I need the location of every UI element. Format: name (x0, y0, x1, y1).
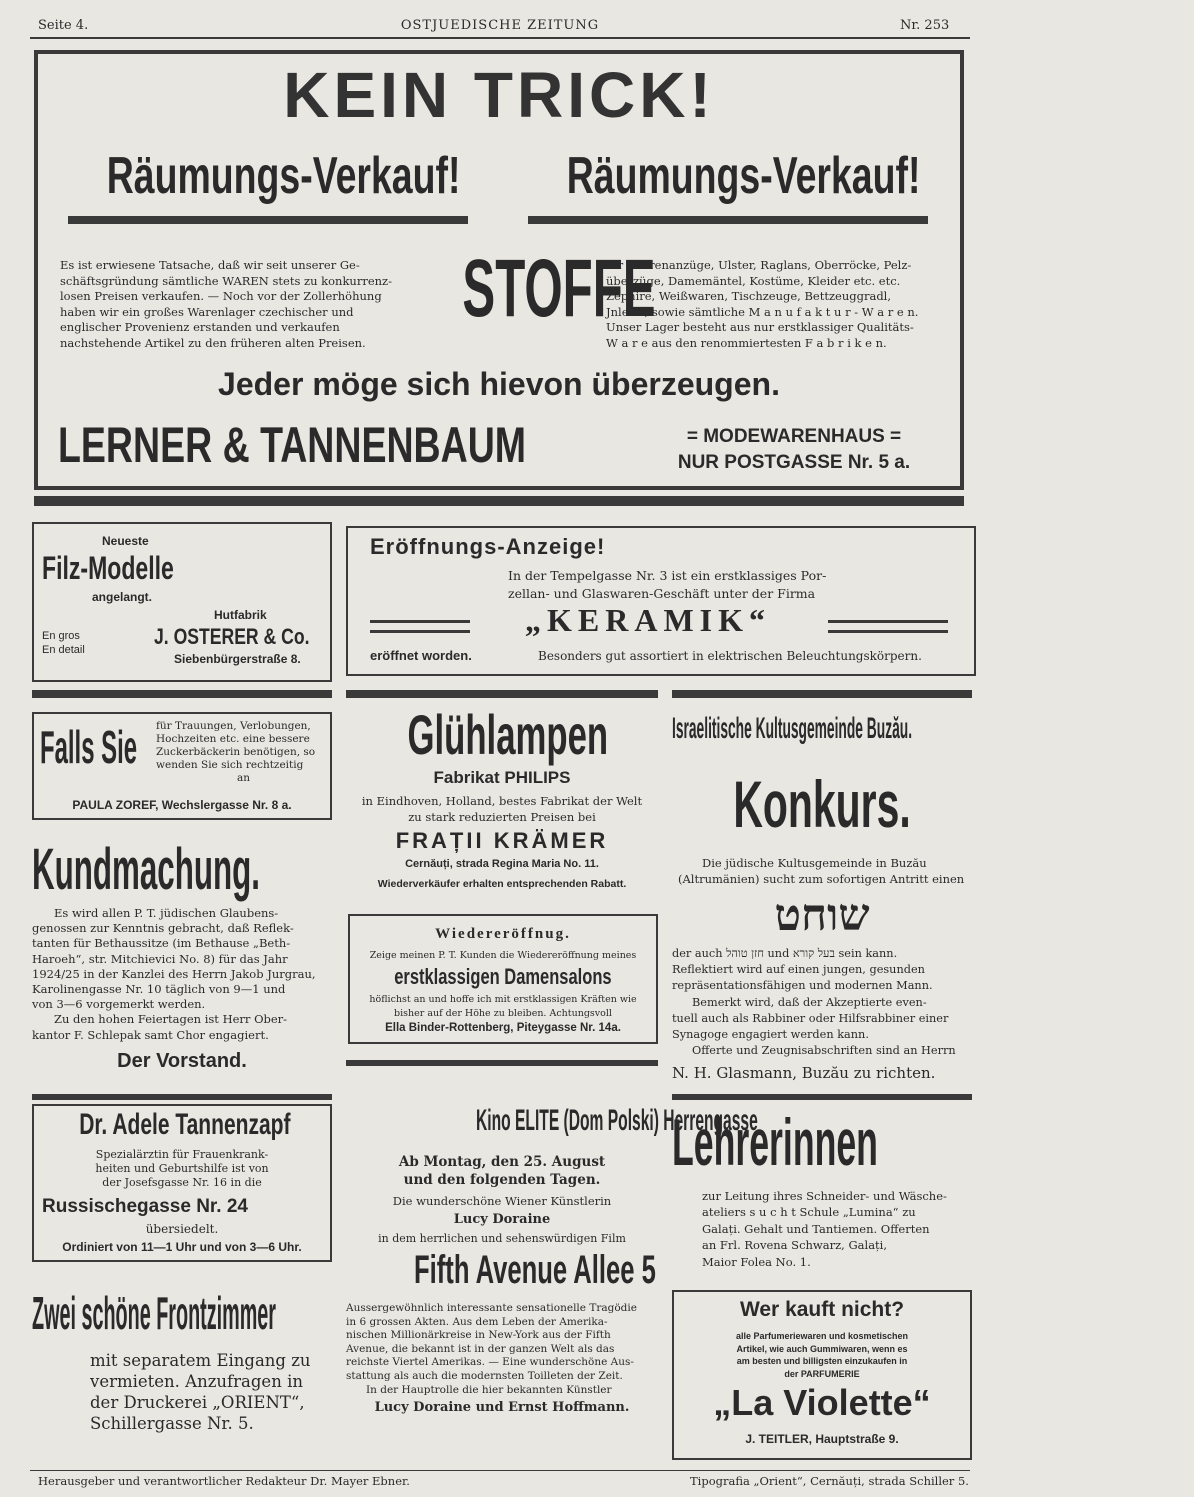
filz-top: Neueste (102, 534, 149, 548)
divider-left-1 (32, 690, 332, 698)
filz-r1: J. OSTERER & Co. (154, 624, 310, 649)
viol-q: Wer kauft nicht? (739, 1298, 905, 1321)
zwei-ad (32, 1286, 332, 1462)
kino-title: Kino ELITE (Dom Polski) Herrengasse (476, 1104, 758, 1137)
zwei-text: mit separatem Eingang zu vermieten. Anzufragen in der Druckerei „ORIENT“, Schillergasse Nr. 5. (90, 1351, 311, 1433)
kino-cast: Lucy Doraine und Ernst Hoffmann. (374, 1400, 630, 1415)
page-number: Seite 4. (38, 18, 89, 33)
viol-name: „La Violette“ (713, 1382, 931, 1423)
buzau-title: Israelitische Kultusgemeinde Buzău. (672, 712, 913, 745)
filz-title: Filz-Modelle (42, 550, 174, 586)
keramik-rule-r (828, 620, 948, 623)
lehrerinnen-ad (672, 1104, 972, 1284)
divider-right-2 (672, 1094, 972, 1100)
sale-right: Räumungs-Verkauf! (566, 147, 921, 205)
buzau-big: Konkurs. (733, 767, 911, 841)
firm-sub2: NUR POSTGASSE Nr. 5 a. (677, 452, 911, 473)
keramik-b2: Besonders gut assortiert in elektrischen Beleuchtungskörpern. (538, 649, 922, 663)
zwei-title: Zwei schöne Frontzimmer (32, 1287, 276, 1339)
gluh-t1: in Eindhoven, Holland, bestes Fabrikat der Welt (361, 794, 643, 808)
keramik-rule-l (370, 620, 470, 623)
firm-name: LERNER & TANNENBAUM (58, 417, 527, 473)
firm-sub1: = MODEWARENHAUS = (686, 426, 902, 447)
keramik-t2: zellan- und Glaswaren-Geschäft unter der Firma (508, 586, 816, 601)
falls-sign: PAULA ZOREF, Wechslergasse Nr. 8 a. (72, 798, 292, 812)
slogan: Jeder möge sich hievon überzeugen. (218, 366, 780, 402)
buzau-t2: (Altrumänien) sucht zum sofortigen Antritt einen (678, 872, 965, 886)
kino-t1: Ab Montag, den 25. August (398, 1154, 606, 1170)
stoffe-word: STOFFE (462, 243, 656, 334)
kundmachung-ad (32, 836, 332, 1086)
gluh-firm: FRAȚII KRÄMER (395, 828, 609, 853)
kund-title: Kundmachung. (32, 837, 260, 902)
divider-mid-1 (346, 690, 658, 698)
viol-text: alle Parfumeriewaren und kosmetischen Artikel, wie auch Gummiwaren, wenn es am besten und billigsten einzukaufen in der PARFUMERIE (735, 1331, 909, 1379)
gluh-sub: Fabrikat PHILIPS (433, 768, 571, 787)
gluh-note: Wiederverkäufer erhalten entsprechenden Rabatt. (377, 878, 627, 890)
divider-left-2 (32, 1094, 332, 1100)
footer-right: Tipografia „Orient“, Cernăuți, strada Schiller 5. (690, 1474, 969, 1488)
adele-ad (32, 1104, 332, 1262)
kein-trick-ad (34, 50, 964, 490)
filz-r0: Hutfabrik (214, 608, 267, 622)
newspaper-title: OSTJUEDISCHE ZEITUNG (400, 18, 600, 33)
sale-right-underline (528, 216, 928, 224)
divider-thick (34, 496, 964, 506)
left-text: Es ist erwiesene Tatsache, daß wir seit unserer Ge- schäftsgründung sämtliche WAREN stets zu konkurrenz- losen Preisen verkaufen. — Noch vor der Zollerhöhung haben wir ein großes Warenlager czechischer und englischer Provenienz erstanden und verkaufen nachstehende Artikel zu den früheren alten Preisen. (60, 258, 392, 350)
buzau-hebrew: שוחט (774, 891, 870, 940)
adele-hours: Ordiniert von 11—1 Uhr und von 3—6 Uhr. (62, 1240, 302, 1254)
adele-street: Russischegasse Nr. 24 (42, 1196, 248, 1217)
filz-l1: En gros (42, 630, 80, 642)
filz-sub: angelangt. (92, 590, 153, 604)
footer-left: Herausgeber und verantwortlicher Redakteur Dr. Mayer Ebner. (38, 1474, 410, 1488)
keramik-title: Eröffnungs-Anzeige! (370, 534, 606, 559)
wieder-sign: Ella Binder-Rottenberg, Piteygasse Nr. 14a. (385, 1022, 621, 1034)
wiedereroeffnung-ad (348, 914, 658, 1044)
wieder-t1: Zeige meinen P. T. Kunden die Wiedereröffnung meines (369, 950, 637, 961)
buzau-sign: N. H. Glasmann, Buzău zu richten. (672, 1064, 936, 1082)
falls-title: Falls Sie (40, 721, 138, 773)
kino-t4: in dem herrlichen und sehenswürdigen Film (378, 1232, 626, 1245)
kino-ad (346, 1104, 758, 1454)
kino-film: Fifth Avenue Allee 5 (414, 1248, 656, 1292)
viol-sign: J. TEITLER, Hauptstraße 9. (745, 1432, 899, 1446)
gluh-addr: Cernăuți, strada Regina Maria No. 11. (405, 858, 599, 870)
kino-t2: und den folgenden Tagen. (403, 1172, 601, 1188)
kund-text: Es wird allen P. T. jüdischen Glaubens- genossen zur Kenntnis gebracht, daß Reflek- tanten für Bethaussitze (im Bethause „Beth- Haroeh“, str. Mitchievici No. 8) für das Jahr 1924/25 in der Kanzlei des Herrn Jakob Jurgrau, Karolinengasse Nr. 10 täglich von 9—1 und von 3—6 vorgemerkt werden. Zu den hohen Feiertagen ist Herr Ober- kantor F. Schlepak samt Chor engagiert. (32, 906, 316, 1042)
buzau-ad (672, 708, 972, 1088)
falls-sie-ad (32, 712, 332, 820)
adele-text: Spezialärztin für Frauenkrank- heiten und Geburtshilfe ist von der Josefsgasse Nr. 16 in die (95, 1148, 269, 1189)
buzau-t1: Die jüdische Kultusgemeinde in Buzău (702, 856, 927, 870)
wieder-t2: höflichst an und hoffe ich mit erstklassigen Kräften wie (369, 994, 637, 1005)
kino-star: Lucy Doraine (453, 1212, 551, 1227)
keramik-rule-l2 (370, 630, 470, 633)
footer-rule (30, 1470, 970, 1471)
divider-right-1 (672, 690, 972, 698)
violette-ad (672, 1290, 972, 1460)
issue-number: Nr. 253 (900, 18, 950, 33)
adele-title: Dr. Adele Tannenzapf (79, 1108, 291, 1141)
filz-l2: En detail (42, 644, 85, 656)
lehrer-text: zur Leitung ihres Schneider- und Wäsche- ateliers s u c h t Schule „Lumina“ zu Galați. Gehalt und Tantiemen. Offerten an Frl. Rovena Schwarz, Galați, Maior Folea No. 1. (702, 1189, 947, 1269)
keramik-b1: eröffnet worden. (370, 648, 472, 663)
filz-r2: Siebenbürgerstraße 8. (174, 652, 301, 666)
kino-t3: Die wunderschöne Wiener Künstlerin (392, 1194, 612, 1208)
falls-text: für Trauungen, Verlobungen, Hochzeiten etc. eine bessere Zuckerbäckerin benötigen, so wenden Sie sich rechtzeitig an (156, 720, 316, 784)
adele-moved: übersiedelt. (145, 1222, 219, 1236)
filz-ad (32, 522, 332, 682)
divider-mid-2 (346, 1060, 658, 1066)
wieder-title: Wiedereröffnug. (435, 926, 571, 942)
right-text: für Herrenanzüge, Ulster, Raglans, Oberröcke, Pelz- überzüge, Damemäntel, Kostüme, Kleider etc. etc. Zephire, Weißwaren, Tischzeuge, Bettzeuggradl, Jnlette, sowie sämtliche M a n u f a k t u r - W a r e n. Unser Lager besteht aus nur erstklassiger Qualitäts- W a r e aus den renommiertesten F a b r i k e n. (606, 258, 919, 350)
gluh-title: Glühlampen (407, 703, 609, 766)
kino-text: Aussergewöhnlich interessante sensationelle Tragödie in 6 grossen Akten. Aus dem Leben der Amerika- nischen Millionärkreise in New-York aus der Fifth Avenue, die bekannt ist in der ganzen Welt als das reichste Viertel Amerikas. — Eine wunderschöne Aus- stattung als auch die modernsten Toilleten der Zeit. In der Hauptrolle die hier bekannten Künstler (346, 1302, 637, 1396)
gluh-t2: zu stark reduzierten Preisen bei (408, 810, 596, 824)
kund-sign: Der Vorstand. (117, 1050, 247, 1072)
ad-headline: KEIN TRICK! (283, 59, 715, 131)
sale-left-underline (68, 216, 468, 224)
sale-left: Räumungs-Verkauf! (106, 147, 461, 205)
buzau-text: der auch חזן טוהל und בעל קורא sein kann. Reflektiert wird auf einen jungen, gesunden repräsentationsfähigen und modernen Mann. Bemerkt wird, daß der Akzeptierte even- tuell auch als Rabbiner oder Hilfsrabbiner einer Synagoge engagiert werden kann. Offerte und Zeugnisabschriften sind an Herrn (672, 947, 956, 1058)
keramik-t1: In der Tempelgasse Nr. 3 ist ein erstklassiges Por- (508, 568, 827, 583)
lehrer-title: Lehrerinnen (672, 1105, 878, 1179)
keramik-rule-r2 (828, 630, 948, 633)
keramik-name: „KERAMIK“ (525, 602, 771, 638)
wieder-big: erstklassigen Damensalons (394, 964, 612, 989)
wieder-t3: bisher auf der Höhe zu bleiben. Achtungsvoll (394, 1008, 612, 1019)
header-rule (30, 37, 970, 39)
keramik-ad (346, 526, 976, 676)
